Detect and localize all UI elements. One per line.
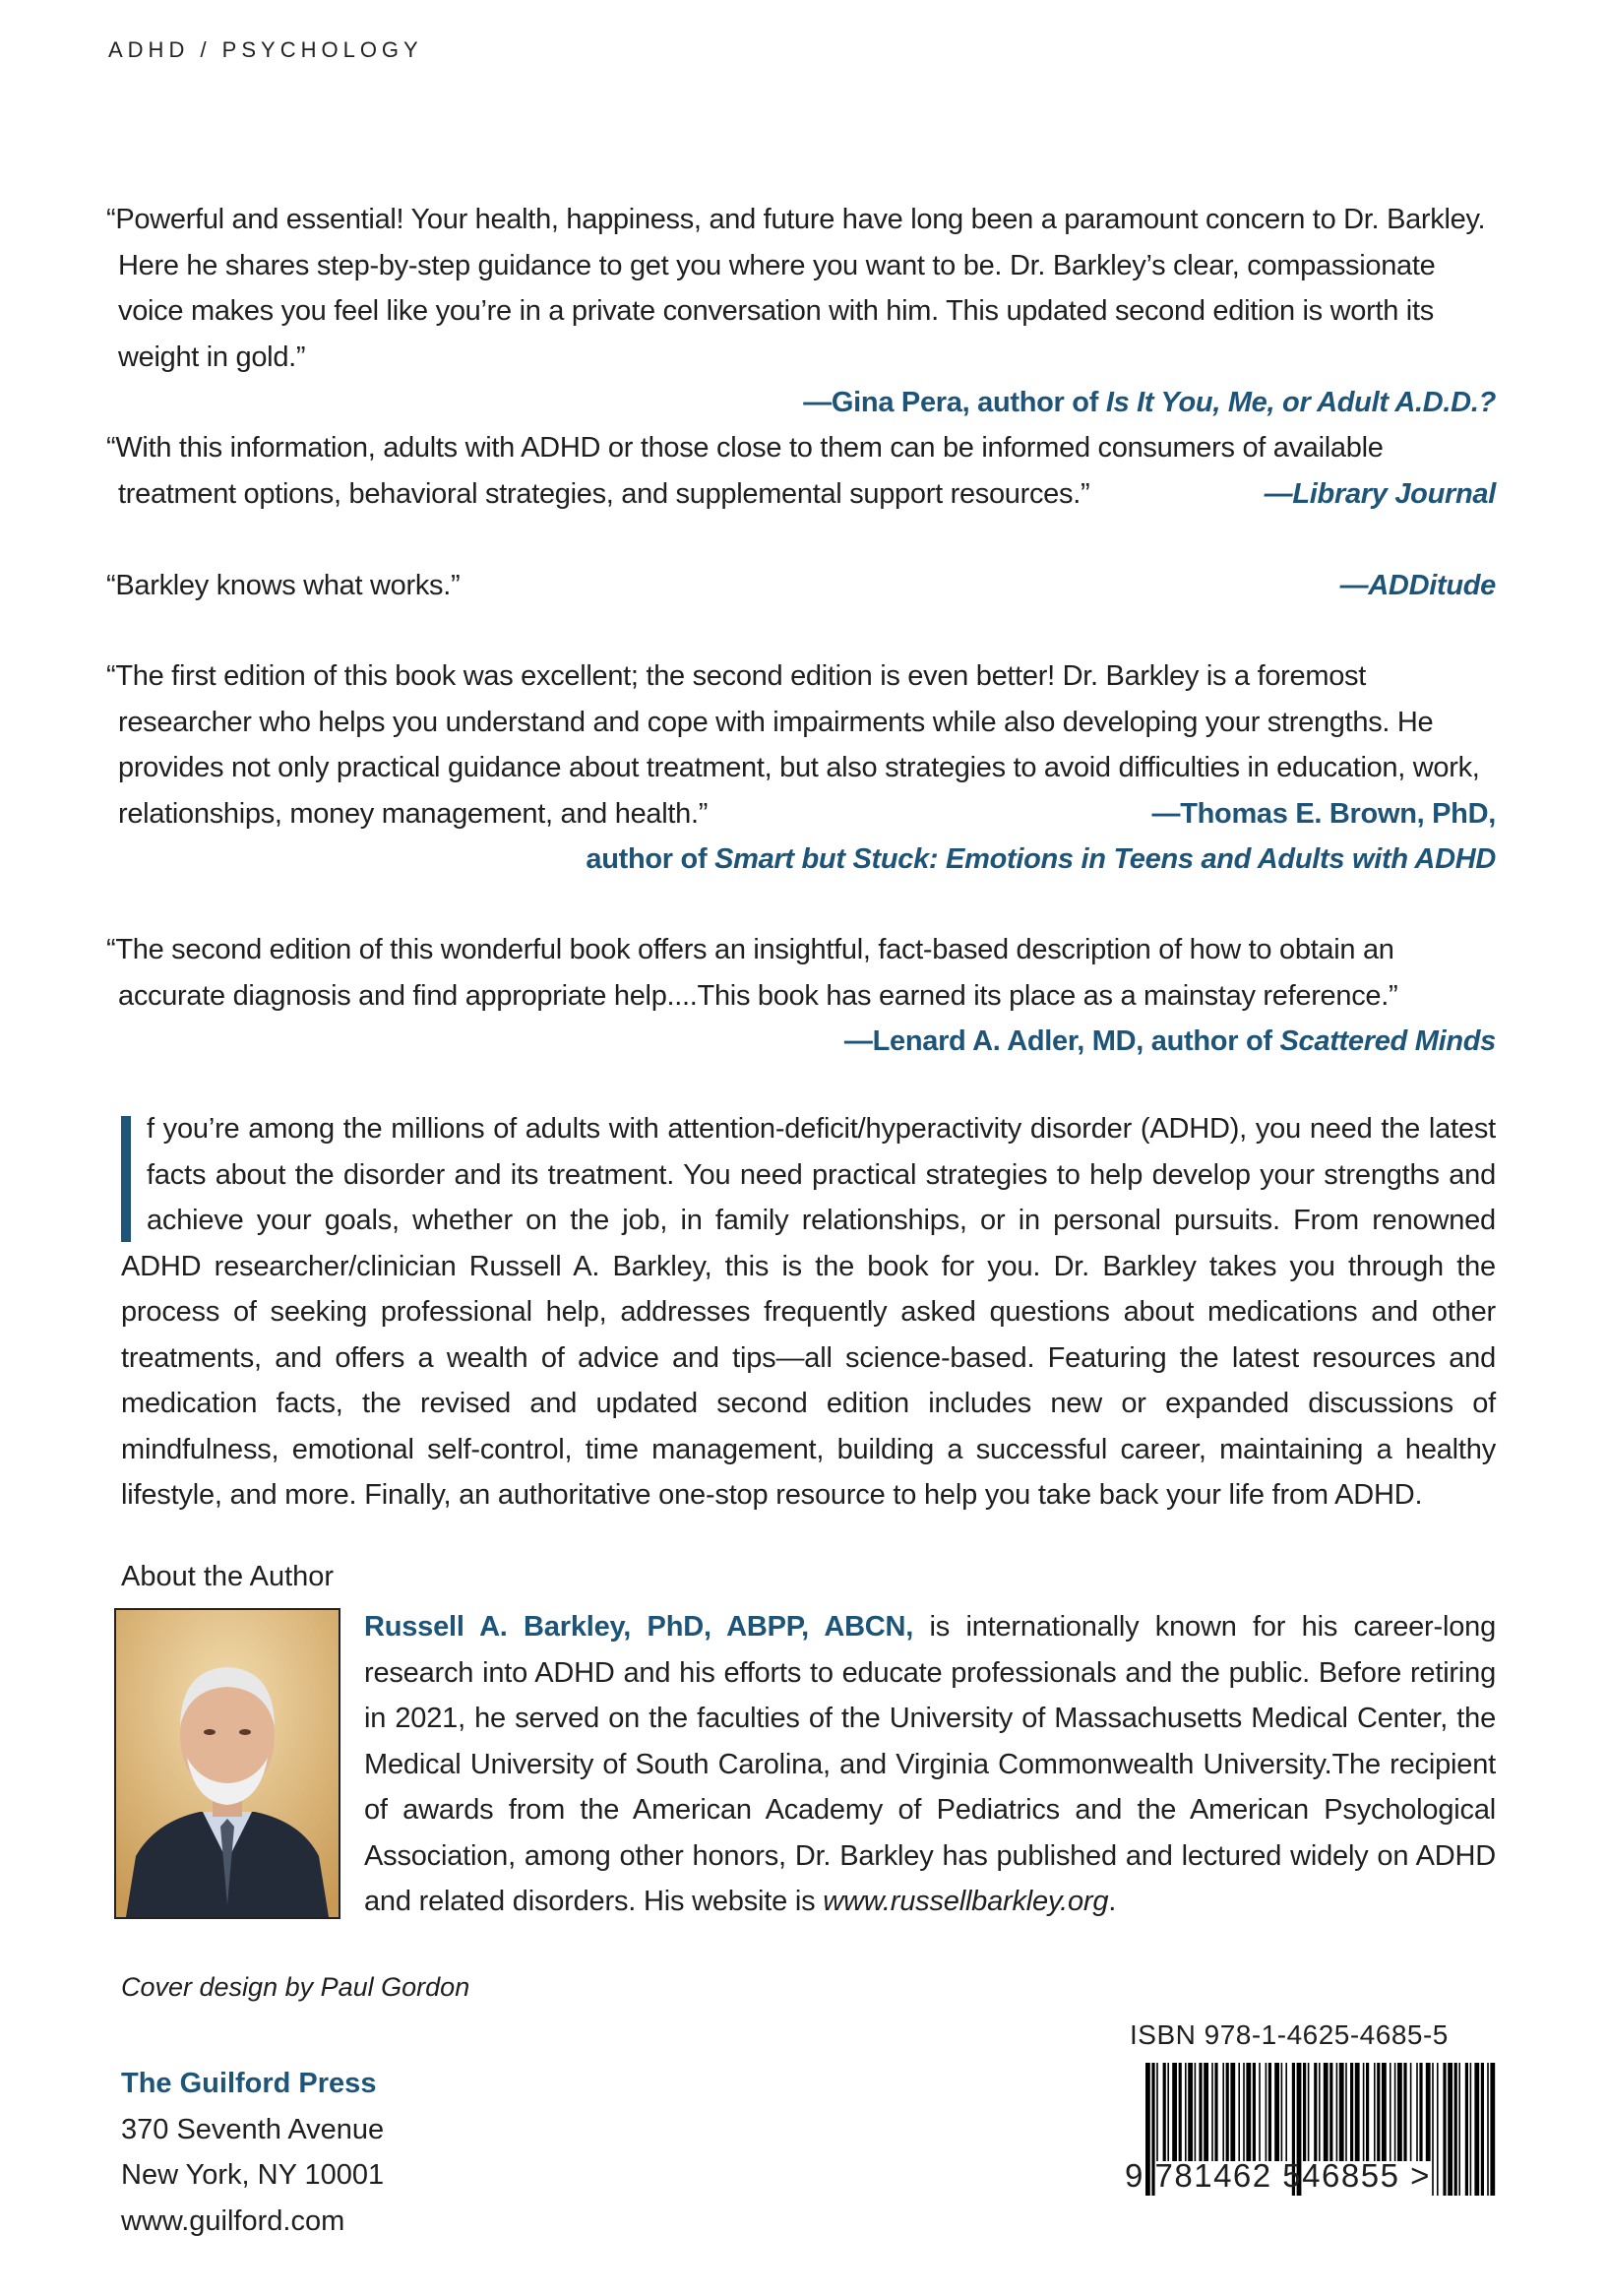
barcode-bar bbox=[1443, 2063, 1446, 2196]
barcode-bar bbox=[1336, 2063, 1338, 2161]
barcode-bar bbox=[1214, 2063, 1217, 2161]
author-photo bbox=[114, 1608, 340, 1919]
barcode-bar bbox=[1458, 2063, 1460, 2196]
barcode-bar bbox=[1490, 2063, 1495, 2196]
barcode-bar bbox=[1419, 2063, 1422, 2161]
barcode-bar bbox=[1243, 2063, 1245, 2161]
barcode-bar bbox=[1366, 2063, 1369, 2161]
barcode-digits: 9 781462 546855 > bbox=[1125, 2157, 1431, 2194]
quote-attribution-book: author of Smart but Stuck: Emotions in Teens and Adults with ADHD bbox=[586, 843, 1496, 875]
barcode-bar bbox=[1179, 2063, 1182, 2161]
barcode-bar bbox=[1167, 2063, 1169, 2161]
barcode-bar bbox=[1448, 2063, 1452, 2196]
quote-attribution: —Library Journal bbox=[1264, 477, 1496, 510]
barcode-bar bbox=[1397, 2063, 1402, 2161]
barcode-bar bbox=[1253, 2063, 1256, 2161]
publisher-address-line2: New York, NY 10001 bbox=[121, 2159, 385, 2191]
barcode-bar bbox=[1303, 2063, 1306, 2161]
barcode-bar bbox=[1487, 2063, 1489, 2196]
barcode-bar bbox=[1394, 2063, 1396, 2161]
publisher-website[interactable]: www.guilford.com bbox=[121, 2204, 345, 2237]
category-label: ADHD / PSYCHOLOGY bbox=[108, 37, 423, 62]
quote-text: “The second edition of this wonderful book offers an insightful, fact-based description of how to obtain an accurate diagnosis and find appropriate help....This book has earned its place as a mainstay reference.” bbox=[106, 934, 1398, 1012]
barcode-bar bbox=[1390, 2063, 1391, 2161]
barcode-bar bbox=[1350, 2063, 1353, 2161]
quote-pera bbox=[106, 197, 1496, 426]
quote-brown bbox=[106, 653, 1496, 883]
quote-attribution: —Gina Pera, author of Is It You, Me, or Adult A.D.D.? bbox=[803, 387, 1496, 418]
barcode-bar bbox=[1185, 2063, 1187, 2161]
barcode-bar bbox=[1319, 2063, 1321, 2161]
publisher-name: The Guilford Press bbox=[121, 2068, 377, 2099]
barcode-bar bbox=[1156, 2063, 1158, 2161]
barcode-bar bbox=[1374, 2063, 1376, 2161]
barcode-bar bbox=[1403, 2063, 1406, 2161]
barcode-bar bbox=[1230, 2063, 1235, 2161]
barcode-bar bbox=[1188, 2063, 1193, 2161]
author-name: Russell A. Barkley, PhD, ABPP, ABCN, bbox=[364, 1611, 914, 1643]
barcode-bar bbox=[1211, 2063, 1213, 2161]
barcode-bar bbox=[1339, 2063, 1344, 2161]
barcode-bar bbox=[1199, 2063, 1202, 2161]
barcode-bar bbox=[1474, 2063, 1479, 2196]
barcode-bar bbox=[1268, 2063, 1271, 2161]
barcode-bar bbox=[1355, 2063, 1360, 2161]
barcode-bar bbox=[1246, 2063, 1251, 2161]
quote-attribution: —Lenard A. Adler, MD, author of Scattered Minds bbox=[843, 1025, 1496, 1057]
quote-text: “The first edition of this book was excellent; the second edition is even better! Dr. Barkley is a foremost researcher who helps you understand and cope with impairments while also developing your strengths. He provides not only practical guidance about treatment, but also strategies to avoid difficulties in education, work, relationships, money management, and health.” bbox=[106, 660, 1480, 830]
publisher-address-line1: 370 Seventh Avenue bbox=[121, 2113, 385, 2145]
barcode-bar bbox=[1195, 2063, 1197, 2161]
barcode-bar bbox=[1382, 2063, 1387, 2161]
quote-text: “Barkley knows what works.” —ADDitude bbox=[106, 563, 1496, 609]
barcode-bar bbox=[1163, 2063, 1166, 2161]
barcode-bar bbox=[1314, 2063, 1317, 2161]
barcode-bar bbox=[1204, 2063, 1208, 2161]
author-website[interactable]: www.russellbarkley.org bbox=[823, 1886, 1109, 1917]
barcode-bar bbox=[1481, 2063, 1484, 2196]
barcode-bar bbox=[1363, 2063, 1365, 2161]
quote-adler bbox=[106, 927, 1496, 1065]
barcode-bar bbox=[1416, 2063, 1418, 2161]
barcode-bar bbox=[1172, 2063, 1177, 2161]
author-bio: Russell A. Barkley, PhD, ABPP, ABCN, is internationally known for his career-long research into ADHD and his efforts to educate professionals and the public. Before retiring in 2021, he served on the faculties of the University of Massachusetts Medical Center, the Medical University of South Carolina, and Virginia Commonwealth University.The recipient of awards from the American Academy of Pediatrics and the American Psychological Association, among other honors, Dr. Barkley has published and lectured widely on ADHD and related disorders. His website is www.russellbarkley.org. bbox=[364, 1611, 1496, 1917]
publisher-block bbox=[121, 2061, 384, 2244]
barcode-bar bbox=[1470, 2063, 1472, 2196]
barcode-bar bbox=[1345, 2063, 1347, 2161]
barcode-bar bbox=[1465, 2063, 1468, 2196]
barcode-bar bbox=[1281, 2063, 1283, 2161]
quote-additude bbox=[106, 563, 1496, 609]
quote-attribution: —ADDitude bbox=[1339, 570, 1496, 601]
quote-text: “With this information, adults with ADHD or those close to them can be informed consumers of available treatment options, behavioral strategies, and supplemental support resources.” —Library Journal bbox=[106, 425, 1496, 517]
book-description: f you’re among the millions of adults with attention-deficit/hyperactivity disorder (ADHD), you need the latest facts about the disorder and its treatment. You need practical strategies to help develop your strengths and achieve your goals, whether on the job, in family relationships, or in personal pursuits. From renowned ADHD researcher/clinician Russell A. Barkley, this is the book for you. Dr. Barkley takes you through the process of seeking professional help, addresses frequently asked questions about medications and other treatments, and offers a wealth of advice and tips—all science-based. Featuring the latest resources and medication facts, the revised and updated second edition includes new or expanded discussions of mindfulness, emotional self-control, time management, building a successful career, maintaining a healthy lifestyle, and more. Finally, an authoritative one-stop resource to help you take back your life from ADHD. bbox=[121, 1113, 1496, 1511]
barcode-bar bbox=[1329, 2063, 1332, 2161]
about-author-heading: About the Author bbox=[121, 1561, 335, 1592]
quote-library-journal bbox=[106, 425, 1496, 517]
barcode-bar bbox=[1377, 2063, 1380, 2161]
barcode-bar bbox=[1238, 2063, 1240, 2161]
barcode-bar bbox=[1226, 2063, 1229, 2161]
barcode-bar bbox=[1437, 2063, 1439, 2196]
barcode-bar bbox=[1324, 2063, 1329, 2161]
barcode-bar bbox=[1432, 2063, 1434, 2196]
barcode-bar bbox=[1222, 2063, 1224, 2161]
drop-cap-i bbox=[121, 1116, 131, 1242]
barcode-bar bbox=[1259, 2063, 1261, 2161]
barcode-bar bbox=[1454, 2063, 1457, 2196]
barcode-bar bbox=[1285, 2063, 1287, 2161]
isbn-label: ISBN 978-1-4625-4685-5 bbox=[1130, 2019, 1449, 2050]
barcode-bar bbox=[1410, 2063, 1412, 2161]
quote-text: “Powerful and essential! Your health, happiness, and future have long been a paramount concern to Dr. Barkley. Here he shares step-by-step guidance to get you where you want to be. Dr. Barkley’s clear, compassionate voice makes you feel like you’re in a private conversation with him. This updated second edition is worth its weight in gold.” bbox=[106, 204, 1486, 373]
quote-attribution-name: —Thomas E. Brown, PhD, bbox=[1151, 797, 1496, 830]
cover-design-credit: Cover design by Paul Gordon bbox=[121, 1972, 470, 2002]
barcode-bar bbox=[1274, 2063, 1279, 2161]
barcode-bar bbox=[1308, 2063, 1310, 2161]
barcode-bar bbox=[1426, 2063, 1431, 2161]
barcode-bar bbox=[1266, 2063, 1267, 2161]
